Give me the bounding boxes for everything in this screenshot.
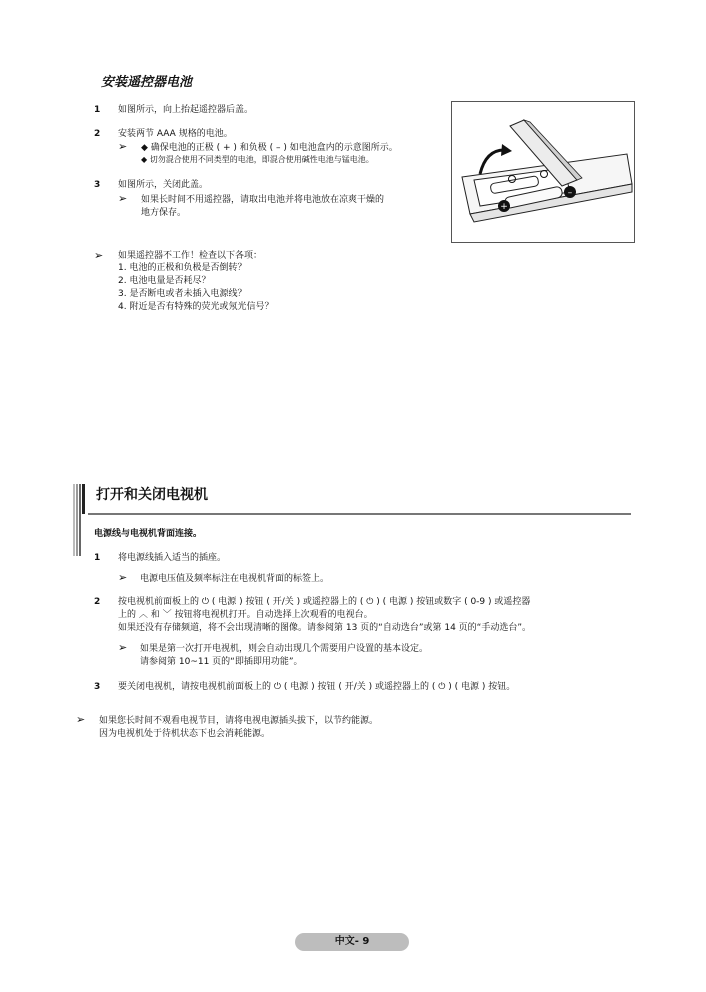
note-arrow-icon: ➢ xyxy=(118,192,128,205)
step-text: 如果还没有存储频道，将不会出现清晰的图像。请参阅第 13 页的“自动选台”或第 14 页的“手动选台”。 xyxy=(118,623,532,633)
note-text: 请参阅第 10~11 页的“即插即用功能”。 xyxy=(140,657,303,667)
step-text: 安装两节 AAA 规格的电池。 xyxy=(118,129,233,139)
note-arrow-icon: ➢ xyxy=(118,641,128,654)
section-divider xyxy=(88,513,631,515)
step-number: 3 xyxy=(94,682,101,692)
step-text: 如图所示，关闭此盖。 xyxy=(118,180,209,190)
remote-battery-icon xyxy=(452,102,634,242)
step-text-part: ( 电源 ) 按钮 ( 开/关 ) 或遥控器上的 ( xyxy=(283,682,436,692)
power-icon: ⏻ xyxy=(366,597,374,607)
note-text: 电源电压值及频率标注在电视机背面的标签上。 xyxy=(140,574,330,584)
trouble-item: 4. 附近是否有特殊的荧光或氖光信号？ xyxy=(118,302,274,312)
final-note: 因为电视机处于待机状态下也会消耗能源。 xyxy=(99,729,271,739)
step-text-part: ( 电源 ) 按钮 ( 开/关 ) 或遥控器上的 ( xyxy=(211,597,364,607)
note-arrow-icon: ➢ xyxy=(118,571,128,584)
note-text: 如果是第一次打开电视机，则会自动出现几个需要用户设置的基本设定。 xyxy=(140,644,429,654)
step-text xyxy=(118,681,515,693)
section-bar-decoration xyxy=(73,484,87,556)
step-text-part: 按电视机前面板上的 xyxy=(118,597,200,607)
note-arrow-icon: ➢ xyxy=(76,713,86,726)
note-text: 如果长时间不用遥控器，请取出电池并将电池放在凉爽干燥的 xyxy=(141,195,385,205)
channel-down-icon: ﹀ xyxy=(162,610,172,620)
step-number: 1 xyxy=(94,105,101,115)
step-number: 1 xyxy=(94,553,101,563)
step-number: 3 xyxy=(94,180,101,190)
note-subtext: ◆ 切勿混合使用不同类型的电池，即混合使用碱性电池与锰电池。 xyxy=(141,155,374,164)
step-number: 2 xyxy=(94,597,101,607)
power-icon: ⏻ xyxy=(273,682,282,692)
channel-up-icon: ︿ xyxy=(138,610,148,620)
note-text: ◆ 确保电池的正极 ( + ) 和负极 ( – ) 如电池盒内的示意图所示。 xyxy=(141,143,398,153)
step-text-part: 和 xyxy=(150,610,160,620)
step-text: 如图所示，向上抬起遥控器后盖。 xyxy=(118,105,254,115)
power-icon: ⏻ xyxy=(201,597,210,607)
step-text-part: ) ( 电源 ) 按钮。 xyxy=(448,682,516,692)
note-text: 地方保存。 xyxy=(141,208,187,218)
trouble-item: 2. 电池电量是否耗尽？ xyxy=(118,276,211,286)
step-text xyxy=(118,596,530,608)
trouble-item: 1. 电池的正极和负极是否倒转？ xyxy=(118,263,247,273)
step-text-part: 上的 xyxy=(118,610,137,620)
power-icon: ⏻ xyxy=(438,682,446,692)
section-title-power: 打开和关闭电视机 xyxy=(96,487,208,503)
trouble-heading: 如果遥控器不工作！检查以下各项： xyxy=(118,251,263,261)
page-number-badge: 中文- 9 xyxy=(295,933,409,951)
section-title-battery: 安装遥控器电池 xyxy=(101,75,193,90)
step-text-part: 按钮将电视机打开。自动选择上次观看的电视台。 xyxy=(174,610,373,620)
step-text xyxy=(118,609,373,621)
note-arrow-icon: ➢ xyxy=(94,249,104,262)
final-note: 如果您长时间不观看电视节目，请将电视电源插头拔下，以节约能源。 xyxy=(99,716,379,726)
step-text-part: ) ( 电源 ) 按钮或数字 ( 0-9 ) 或遥控器 xyxy=(376,597,531,607)
step-text-part: 要关闭电视机，请按电视机前面板上的 xyxy=(118,682,272,692)
svg-text:+: + xyxy=(500,202,508,212)
svg-text:–: – xyxy=(567,188,573,198)
section-intro: 电源线与电视机背面连接。 xyxy=(94,529,203,539)
trouble-item: 3. 是否断电或者未插入电源线？ xyxy=(118,289,247,299)
step-text: 将电源线插入适当的插座。 xyxy=(118,553,227,563)
battery-illustration xyxy=(451,101,635,243)
note-arrow-icon: ➢ xyxy=(118,140,128,153)
step-number: 2 xyxy=(94,129,101,139)
